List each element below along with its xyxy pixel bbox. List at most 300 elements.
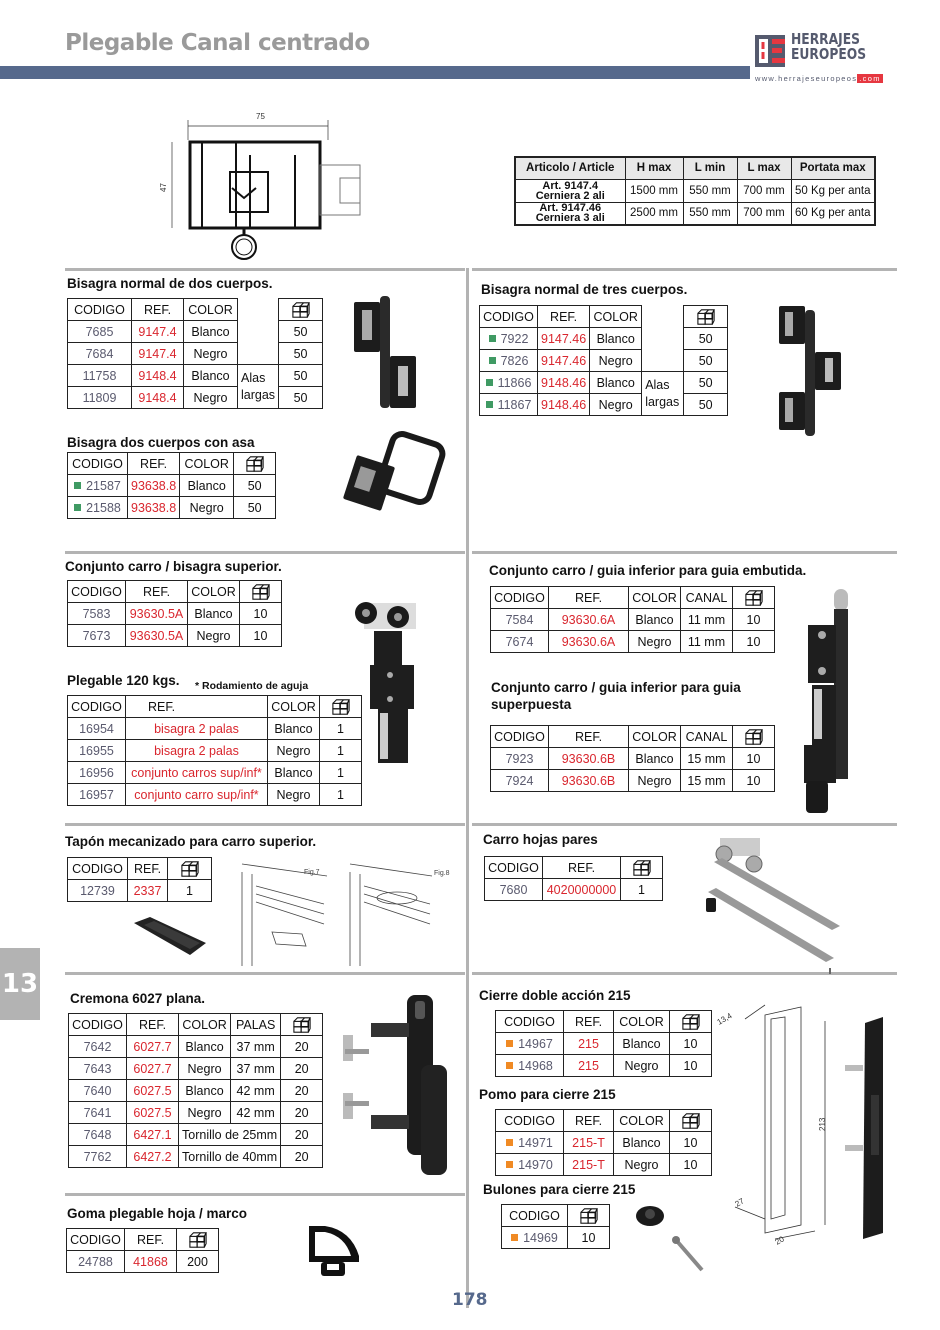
- hinge-with-handle-image: [335, 428, 445, 528]
- col-color: COLOR: [268, 696, 320, 718]
- col-color: COLOR: [614, 1011, 670, 1033]
- canal: 11 mm: [681, 631, 733, 653]
- color: Blanco: [629, 748, 681, 770]
- divider: [472, 551, 897, 554]
- qty: 10: [670, 1055, 712, 1077]
- color: Blanco: [268, 762, 320, 784]
- table-header-row: [485, 857, 663, 879]
- qty: 10: [240, 625, 282, 647]
- codigo-value: 7922: [500, 331, 529, 346]
- color: Negro: [590, 350, 642, 372]
- brand-line-2: EUROPEOS: [791, 45, 867, 63]
- qty: 10: [240, 603, 282, 625]
- codigo: [502, 1227, 568, 1249]
- spacer: [238, 321, 279, 343]
- table-header-row: [68, 858, 212, 880]
- boxes-icon: [680, 1013, 702, 1031]
- qty: 1: [320, 718, 362, 740]
- qty: 50: [279, 365, 323, 387]
- ref: 6427.1: [127, 1124, 179, 1146]
- stock-marker-icon: [489, 357, 496, 364]
- col-pack: [177, 1229, 219, 1251]
- codigo-value: 11867: [497, 397, 532, 412]
- col-ref: REF.: [126, 696, 268, 718]
- ref: 215-T: [564, 1132, 614, 1154]
- canal: 11 mm: [681, 609, 733, 631]
- ref: 215: [564, 1033, 614, 1055]
- description: Tornillo de 25mm: [179, 1124, 281, 1146]
- boxes-icon: [695, 308, 717, 326]
- table-row: [69, 1080, 323, 1102]
- col-ref: REF.: [128, 453, 180, 475]
- table-row: [496, 1154, 712, 1176]
- table-row: [68, 625, 282, 647]
- table-bulones-215: [501, 1204, 610, 1249]
- col-ref: REF.: [564, 1110, 614, 1132]
- codigo: 7923: [491, 748, 549, 770]
- dim-13-4: 13,4: [715, 1011, 734, 1027]
- table-row: [496, 1055, 712, 1077]
- article-ref: Art. 9147.4: [542, 179, 599, 192]
- table-row: [67, 1251, 219, 1273]
- l-max: 700 mm: [737, 179, 791, 202]
- col-ref: REF.: [538, 306, 590, 328]
- spacer: [238, 343, 279, 365]
- ref: bisagra 2 palas: [126, 740, 268, 762]
- ref: 93638.8: [128, 497, 180, 519]
- col-h-max: H max: [625, 157, 683, 179]
- qty: 10: [733, 770, 775, 792]
- brand-logo: [755, 32, 900, 90]
- col-ref: REF.: [128, 858, 168, 880]
- qty: 50: [684, 350, 728, 372]
- qty: 50: [279, 387, 323, 409]
- ref: 93630.6A: [549, 609, 629, 631]
- qty: 1: [320, 740, 362, 762]
- col-codigo: CODIGO: [502, 1205, 568, 1227]
- col-pack: [684, 306, 728, 328]
- color: Blanco: [629, 609, 681, 631]
- section-title-goma: Goma plegable hoja / marco: [67, 1206, 248, 1221]
- divider: [65, 268, 465, 271]
- stock-marker-icon: [506, 1062, 513, 1069]
- col-article: Articolo / Article: [515, 157, 625, 179]
- table-bisagra-asa: [67, 452, 276, 519]
- color: Negro: [590, 394, 642, 416]
- l-min: 550 mm: [683, 202, 737, 225]
- table-header-row: [496, 1110, 712, 1132]
- color: Blanco: [590, 328, 642, 350]
- ref: 41868: [125, 1251, 177, 1273]
- article-row: [515, 202, 875, 225]
- table-row: [68, 718, 362, 740]
- ref: 93630.5A: [126, 625, 188, 647]
- boxes-icon: [330, 698, 352, 716]
- ref: 9148.46: [538, 394, 590, 416]
- table-row: [491, 770, 775, 792]
- palas: 42 mm: [231, 1102, 281, 1124]
- codigo: 16954: [68, 718, 126, 740]
- col-l-max: L max: [737, 157, 791, 179]
- ref: 93630.6B: [549, 770, 629, 792]
- col-palas: PALAS: [231, 1014, 281, 1036]
- alas-label: Alas: [241, 370, 266, 385]
- l-max: 700 mm: [737, 202, 791, 225]
- col-color: COLOR: [629, 587, 681, 609]
- ref: 6027.7: [127, 1058, 179, 1080]
- col-ref: REF.: [549, 587, 629, 609]
- top-carriage-hinge-image: [350, 595, 430, 775]
- ref: 9148.46: [538, 372, 590, 394]
- col-pack: [733, 726, 775, 748]
- col-ref: REF.: [543, 857, 621, 879]
- ref: bisagra 2 palas: [126, 718, 268, 740]
- espagnolette-handle-image: [335, 995, 465, 1180]
- codigo: 7640: [69, 1080, 127, 1102]
- ref: 6027.7: [127, 1036, 179, 1058]
- dim-width-label: 75: [256, 112, 265, 121]
- article-name: [515, 179, 625, 202]
- ref: 93630.6A: [549, 631, 629, 653]
- ref: 6427.2: [127, 1146, 179, 1168]
- spacer: [642, 328, 684, 350]
- ref: 9147.46: [538, 350, 590, 372]
- ref: 2337: [128, 880, 168, 902]
- largas-label: largas: [241, 387, 276, 402]
- color: Negro: [180, 497, 234, 519]
- fig7-label: Fig.7: [304, 869, 320, 876]
- table-row: [68, 880, 212, 902]
- qty: 1: [621, 879, 663, 901]
- table-bisagra-tres: [479, 305, 728, 416]
- boxes-icon: [244, 455, 266, 473]
- divider: [472, 823, 897, 826]
- codigo: [480, 350, 538, 372]
- table-row: [68, 603, 282, 625]
- ref: conjunto carros sup/inf*: [126, 762, 268, 784]
- stock-marker-icon: [74, 482, 81, 489]
- stock-marker-icon: [489, 335, 496, 342]
- codigo: 11809: [68, 387, 132, 409]
- color: Negro: [268, 784, 320, 806]
- col-color: COLOR: [179, 1014, 231, 1036]
- table-row: [69, 1102, 323, 1124]
- stock-marker-icon: [506, 1040, 513, 1047]
- codigo: 16957: [68, 784, 126, 806]
- qty: 50: [684, 394, 728, 416]
- double-action-lock-drawing: [715, 995, 895, 1245]
- col-codigo: CODIGO: [485, 857, 543, 879]
- needle-bearing-note: * Rodamiento de aguja: [195, 680, 309, 692]
- table-row: [491, 748, 775, 770]
- color: Blanco: [614, 1132, 670, 1154]
- table-header-row: [68, 696, 362, 718]
- codigo-value: 14967: [518, 1036, 553, 1051]
- table-row: [480, 350, 728, 372]
- codigo: 12739: [68, 880, 128, 902]
- codigo: 7648: [69, 1124, 127, 1146]
- codigo: 7673: [68, 625, 126, 647]
- spacer: [238, 299, 279, 321]
- col-color: COLOR: [180, 453, 234, 475]
- col-pack: [733, 587, 775, 609]
- codigo: 11758: [68, 365, 132, 387]
- col-codigo: CODIGO: [496, 1110, 564, 1132]
- col-codigo: CODIGO: [68, 696, 126, 718]
- column-divider: [466, 268, 469, 1308]
- load: 60 Kg per anta: [791, 202, 875, 225]
- qty: 50: [234, 475, 276, 497]
- boxes-icon: [631, 859, 653, 877]
- table-guia-embutida: [490, 586, 775, 653]
- stock-marker-icon: [506, 1161, 513, 1168]
- table-header-row: [67, 1229, 219, 1251]
- table-header-row: [480, 306, 728, 328]
- color: Negro: [629, 631, 681, 653]
- boxes-icon: [680, 1112, 702, 1130]
- table-cremona: [68, 1013, 323, 1168]
- qty: 50: [684, 372, 728, 394]
- codigo: 7584: [491, 609, 549, 631]
- cap-part-image: [130, 915, 210, 960]
- h-max: 1500 mm: [625, 179, 683, 202]
- codigo-value: 14970: [518, 1157, 553, 1172]
- brand-url: [755, 74, 883, 83]
- qty: 50: [234, 497, 276, 519]
- qty: 1: [320, 784, 362, 806]
- col-color: COLOR: [614, 1110, 670, 1132]
- table-row: [68, 475, 276, 497]
- codigo: [480, 394, 538, 416]
- stock-marker-icon: [74, 504, 81, 511]
- table-row: [68, 321, 323, 343]
- ref: conjunto carro sup/inf*: [126, 784, 268, 806]
- table-plegable-120: [67, 695, 362, 806]
- color: Negro: [179, 1058, 231, 1080]
- qty: 20: [281, 1036, 323, 1058]
- page-title: Plegable Canal centrado: [65, 30, 370, 56]
- codigo-value: 14968: [518, 1058, 553, 1073]
- color: Blanco: [179, 1080, 231, 1102]
- col-ref: REF.: [132, 299, 184, 321]
- alas-largas-note: [642, 372, 684, 416]
- table-row: [68, 497, 276, 519]
- codigo: [496, 1154, 564, 1176]
- color: Negro: [614, 1055, 670, 1077]
- ref: 9147.46: [538, 328, 590, 350]
- col-color: COLOR: [590, 306, 642, 328]
- col-canal: CANAL: [681, 587, 733, 609]
- table-guia-superpuesta: [490, 725, 775, 792]
- codigo: 7924: [491, 770, 549, 792]
- divider: [65, 1193, 465, 1196]
- divider: [65, 551, 465, 554]
- spacer: [642, 350, 684, 372]
- profile-cross-section-drawing: [160, 100, 360, 270]
- ref: 6027.5: [127, 1080, 179, 1102]
- table-carro-superior: [67, 580, 282, 647]
- color: Negro: [629, 770, 681, 792]
- codigo-value: 14971: [518, 1135, 553, 1150]
- section-title-bisagra-tres: Bisagra normal de tres cuerpos.: [481, 282, 688, 297]
- ref: 6027.5: [127, 1102, 179, 1124]
- col-pack: [670, 1011, 712, 1033]
- qty: 10: [670, 1154, 712, 1176]
- table-row: [68, 740, 362, 762]
- table-bisagra-dos: [67, 298, 323, 409]
- codigo: 7685: [68, 321, 132, 343]
- ref: 93638.8: [128, 475, 180, 497]
- ref: 4020000000: [543, 879, 621, 901]
- bottom-carriage-hinge-image: [800, 585, 860, 815]
- col-color: COLOR: [184, 299, 238, 321]
- codigo: 16956: [68, 762, 126, 784]
- alas-largas-note: [238, 365, 279, 409]
- section-title-carro-pares: Carro hojas pares: [483, 832, 598, 847]
- color: Blanco: [590, 372, 642, 394]
- qty: 10: [670, 1033, 712, 1055]
- brand-mark-icon: [755, 35, 785, 67]
- table-pomo-215: [495, 1109, 712, 1176]
- table-row: [496, 1132, 712, 1154]
- col-pack: [279, 299, 323, 321]
- codigo: 7583: [68, 603, 126, 625]
- qty: 20: [281, 1124, 323, 1146]
- qty: 10: [733, 609, 775, 631]
- l-min: 550 mm: [683, 179, 737, 202]
- codigo: 7641: [69, 1102, 127, 1124]
- boxes-icon: [743, 589, 765, 607]
- palas: 37 mm: [231, 1058, 281, 1080]
- ref: 215-T: [564, 1154, 614, 1176]
- boxes-icon: [291, 1016, 313, 1034]
- table-row: [480, 394, 728, 416]
- qty: 20: [281, 1102, 323, 1124]
- table-header-row: [68, 453, 276, 475]
- section-title-cremona: Cremona 6027 plana.: [70, 991, 206, 1006]
- col-pack: [168, 858, 212, 880]
- section-title-bulones-215: Bulones para cierre 215: [483, 1182, 636, 1197]
- table-row: [485, 879, 663, 901]
- col-color: COLOR: [629, 726, 681, 748]
- stock-marker-icon: [486, 401, 493, 408]
- table-header-row: [491, 726, 775, 748]
- codigo-value: 7826: [500, 353, 529, 368]
- col-codigo: CODIGO: [68, 299, 132, 321]
- title-line-1: Conjunto carro / guia inferior para guia: [491, 680, 741, 695]
- col-ref: REF.: [549, 726, 629, 748]
- color: Blanco: [184, 321, 238, 343]
- codigo: 7680: [485, 879, 543, 901]
- col-codigo: CODIGO: [496, 1011, 564, 1033]
- codigo-value: 11866: [497, 375, 532, 390]
- qty: 50: [684, 328, 728, 350]
- article-specs-table: [514, 156, 876, 226]
- color: Blanco: [268, 718, 320, 740]
- codigo: 24788: [67, 1251, 125, 1273]
- codigo-value: 21588: [86, 500, 121, 515]
- color: Blanco: [180, 475, 234, 497]
- boxes-icon: [187, 1231, 209, 1249]
- col-ref: REF.: [125, 1229, 177, 1251]
- qty: 10: [670, 1132, 712, 1154]
- codigo: 7643: [69, 1058, 127, 1080]
- qty: 20: [281, 1080, 323, 1102]
- installation-figures-image: [232, 858, 462, 968]
- dim-27: 27: [733, 1196, 746, 1209]
- ref: 9148.4: [132, 387, 184, 409]
- col-pack: [568, 1205, 610, 1227]
- color: Negro: [184, 387, 238, 409]
- table-row: [68, 784, 362, 806]
- col-ref: REF.: [564, 1011, 614, 1033]
- ref: 93630.6B: [549, 748, 629, 770]
- article-ref: Art. 9147.46: [539, 202, 602, 215]
- canal: 15 mm: [681, 770, 733, 792]
- section-title-bisagra-asa: Bisagra dos cuerpos con asa: [67, 435, 255, 450]
- color: Blanco: [179, 1036, 231, 1058]
- qty: 200: [177, 1251, 219, 1273]
- boxes-icon: [743, 728, 765, 746]
- divider: [472, 268, 897, 271]
- table-header-row: [68, 581, 282, 603]
- title-line-2: superpuesta: [491, 697, 572, 712]
- divider: [65, 823, 465, 826]
- table-header-row: [68, 299, 323, 321]
- table-carro-pares: [484, 856, 663, 901]
- codigo-value: 14969: [523, 1230, 558, 1245]
- qty: 20: [281, 1058, 323, 1080]
- codigo: [480, 372, 538, 394]
- rubber-gasket-profile-image: [305, 1222, 365, 1280]
- section-title-guia-superpuesta: [491, 679, 741, 713]
- stock-marker-icon: [486, 379, 493, 386]
- codigo: [68, 475, 128, 497]
- section-title-bisagra-dos: Bisagra normal de dos cuerpos.: [67, 276, 273, 291]
- table-header-row: [69, 1014, 323, 1036]
- table-row: [491, 609, 775, 631]
- col-load: Portata max: [791, 157, 875, 179]
- qty: 10: [733, 748, 775, 770]
- divider: [65, 972, 465, 975]
- codigo: 7684: [68, 343, 132, 365]
- col-pack: [240, 581, 282, 603]
- codigo: 16955: [68, 740, 126, 762]
- palas: 37 mm: [231, 1036, 281, 1058]
- table-row: [68, 762, 362, 784]
- palas: 42 mm: [231, 1080, 281, 1102]
- hinge-three-body-image: [775, 300, 845, 440]
- load: 50 Kg per anta: [791, 179, 875, 202]
- codigo: 7642: [69, 1036, 127, 1058]
- article-row: [515, 179, 875, 202]
- codigo: [496, 1132, 564, 1154]
- qty: 1: [320, 762, 362, 784]
- col-codigo: CODIGO: [491, 726, 549, 748]
- col-pack: [281, 1014, 323, 1036]
- qty: 1: [168, 880, 212, 902]
- brand-name: [791, 32, 866, 62]
- ref: 9147.4: [132, 343, 184, 365]
- fig8-label: Fig.8: [434, 870, 450, 877]
- ref: 93630.5A: [126, 603, 188, 625]
- color: Blanco: [614, 1033, 670, 1055]
- color: Negro: [179, 1102, 231, 1124]
- ref: 215: [564, 1055, 614, 1077]
- color: Negro: [188, 625, 240, 647]
- table-row: [491, 631, 775, 653]
- hinge-two-body-image: [350, 290, 420, 420]
